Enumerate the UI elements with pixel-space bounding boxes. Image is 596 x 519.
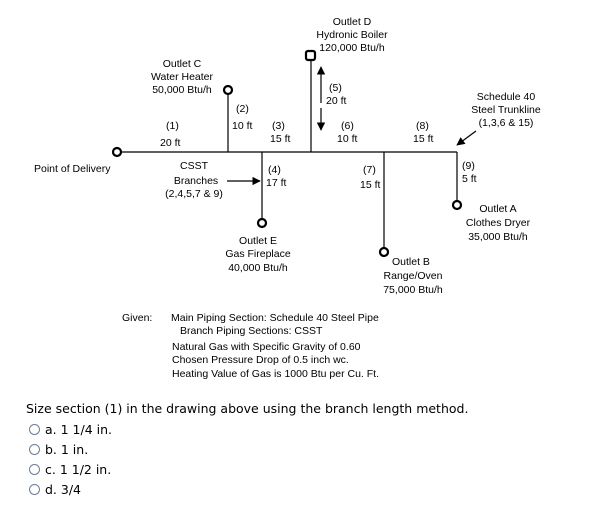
given-label: Given: [122, 312, 153, 324]
section-3-len: 15 ft [270, 133, 291, 145]
given-line-1: Main Piping Section: Schedule 40 Steel Pipe [171, 312, 379, 324]
outlet-d-marker [306, 51, 315, 60]
outlet-b-marker [380, 248, 388, 256]
section-6-num: (6) [341, 120, 354, 132]
outlet-e-marker [258, 219, 266, 227]
point-of-delivery-marker [113, 148, 121, 156]
option-a-label: a. 1 1/4 in. [45, 421, 112, 437]
section-8-num: (8) [416, 120, 429, 132]
outlet-e-type: Gas Fireplace [225, 248, 291, 260]
option-d[interactable] [29, 480, 81, 498]
outlet-b-load: 75,000 Btu/h [383, 284, 443, 296]
csst-line1: CSST [179, 160, 209, 172]
section-5-num: (5) [329, 82, 342, 94]
outlet-c-load: 50,000 Btu/h [152, 84, 212, 96]
option-b[interactable] [29, 440, 88, 458]
given-line-2: Branch Piping Sections: CSST [180, 325, 323, 337]
option-c[interactable] [29, 460, 111, 478]
option-b-label: b. 1 in. [45, 441, 89, 457]
section-3-num: (3) [272, 120, 285, 132]
option-c-radio[interactable] [29, 464, 40, 475]
section-1-len: 20 ft [160, 137, 181, 149]
outlet-a-load: 35,000 Btu/h [468, 231, 528, 243]
outlet-d-name: Outlet D [332, 16, 372, 28]
outlet-d-load: 120,000 Btu/h [319, 42, 385, 54]
section-6-len: 10 ft [337, 133, 358, 145]
section-9-num: (9) [462, 160, 475, 172]
outlet-c-name: Outlet C [162, 58, 202, 70]
section-7-len: 15 ft [360, 179, 381, 191]
option-a[interactable] [29, 420, 112, 438]
outlet-c-type: Water Heater [150, 71, 214, 83]
trunkline-line1: Schedule 40 [476, 91, 536, 103]
outlet-b-name: Outlet B [392, 256, 430, 268]
section-2-len: 10 ft [232, 120, 253, 132]
given-line-3: Natural Gas with Specific Gravity of 0.60 [172, 341, 361, 353]
section-9-len: 5 ft [462, 173, 477, 185]
option-b-radio[interactable] [29, 444, 40, 455]
option-d-radio[interactable] [29, 484, 40, 495]
outlet-a-marker [453, 201, 461, 209]
section-2-num: (2) [236, 103, 249, 115]
section-7-num: (7) [363, 164, 376, 176]
section-4-num: (4) [268, 164, 281, 176]
option-a-radio[interactable] [29, 424, 40, 435]
trunkline-line3: (1,3,6 & 15) [478, 117, 534, 129]
option-c-label: c. 1 1/2 in. [45, 461, 112, 477]
outlet-a-type: Clothes Dryer [465, 217, 531, 229]
section-4-len: 17 ft [266, 177, 287, 189]
outlet-b-type: Range/Oven [383, 270, 443, 282]
outlet-c-marker [224, 86, 232, 94]
outlet-e-name: Outlet E [239, 235, 277, 247]
trunkline-arrow [457, 131, 476, 145]
section-5-len: 20 ft [326, 95, 347, 107]
outlet-e-load: 40,000 Btu/h [228, 262, 288, 274]
question-text: Size section (1) in the drawing above using the branch length method. [26, 401, 469, 416]
trunkline-line2: Steel Trunkline [471, 104, 541, 116]
outlet-d-type: Hydronic Boiler [316, 29, 388, 41]
given-line-4: Chosen Pressure Drop of 0.5 inch wc. [172, 354, 349, 366]
outlet-a-name: Outlet A [479, 203, 517, 215]
csst-line2: Branches [173, 175, 219, 187]
section-1-num: (1) [166, 120, 179, 132]
option-d-label: d. 3/4 [45, 481, 81, 497]
given-line-5: Heating Value of Gas is 1000 Btu per Cu. Ft. [172, 368, 380, 380]
csst-line3: (2,4,5,7 & 9) [165, 188, 223, 200]
section-8-len: 15 ft [413, 133, 434, 145]
point-of-delivery-label: Point of Delivery [34, 163, 111, 175]
